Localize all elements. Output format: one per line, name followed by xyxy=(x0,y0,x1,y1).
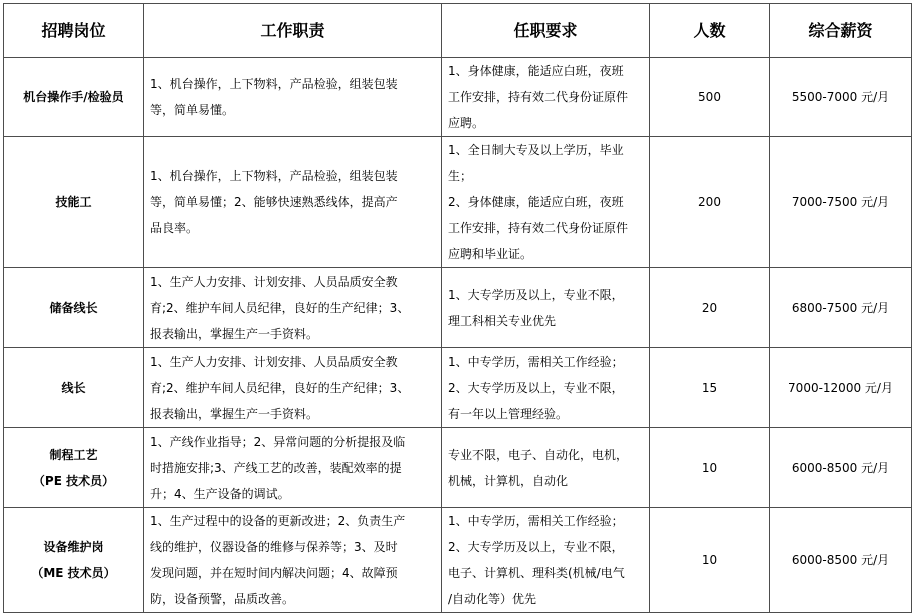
cell-line: 1、产线作业指导；2、异常问题的分析提报及临 xyxy=(150,434,406,449)
header-duties: 工作职责 xyxy=(144,4,442,58)
job-title-cell xyxy=(4,268,144,348)
salary-cell: 5500-7000 元/月 xyxy=(770,58,912,137)
cell-line: 1、中专学历，需相关工作经验； xyxy=(448,514,624,528)
cell-line: 1、机台操作，上下物料，产品检验，组装包装 xyxy=(150,77,398,91)
cell-line: 升；4、生产设备的调试。 xyxy=(150,486,290,501)
job-title-cell xyxy=(4,58,144,137)
headcount-cell: 20 xyxy=(650,268,770,348)
cell-line: 制程工艺 xyxy=(49,447,98,462)
table-row xyxy=(4,137,912,268)
requirements-cell xyxy=(442,137,650,268)
duties-cell xyxy=(144,137,442,268)
requirements-cell xyxy=(442,58,650,137)
cell-line: 储备线长 xyxy=(49,300,98,315)
cell-line: 1、中专学历，需相关工作经验； xyxy=(448,354,624,369)
job-title-cell xyxy=(4,137,144,268)
cell-line: 应聘。 xyxy=(448,116,485,130)
headcount-cell: 10 xyxy=(650,508,770,613)
cell-line: 线的维护，仪器设备的维修与保养等；3、及时 xyxy=(150,540,398,554)
cell-line: 2、大专学历及以上，专业不限， xyxy=(448,380,624,395)
cell-line: 1、生产过程中的设备的更新改进；2、负责生产 xyxy=(150,514,406,528)
job-title-cell xyxy=(4,348,144,428)
cell-line: 设备维护岗 xyxy=(43,540,104,554)
header-row xyxy=(4,4,912,58)
cell-line: 1、身体健康，能适应白班，夜班 xyxy=(448,64,624,78)
cell-line: 1、生产人力安排、计划安排、人员品质安全教 xyxy=(150,354,398,369)
cell-line: 等，简单易懂。 xyxy=(150,103,235,117)
requirements-cell xyxy=(442,348,650,428)
salary-cell: 6000-8500 元/月 xyxy=(770,508,912,613)
duties-cell xyxy=(144,508,442,613)
duties-cell xyxy=(144,428,442,508)
headcount-cell: 10 xyxy=(650,428,770,508)
salary-cell: 6800-7500 元/月 xyxy=(770,268,912,348)
job-title-cell xyxy=(4,428,144,508)
table-row xyxy=(4,268,912,348)
cell-line: 技能工 xyxy=(55,195,92,209)
cell-line: 报表输出，掌握生产一手资料。 xyxy=(150,326,319,341)
headcount-cell: 200 xyxy=(650,137,770,268)
table-row xyxy=(4,58,912,137)
cell-line: 工作安排，持有效二代身份证原件 xyxy=(448,221,629,235)
cell-line: 专业不限，电子、自动化，电机， xyxy=(448,447,629,462)
cell-line: 育;2、维护车间人员纪律，良好的生产纪律；3、 xyxy=(150,380,410,395)
salary-cell: 7000-7500 元/月 xyxy=(770,137,912,268)
cell-line: 2、身体健康，能适应白班，夜班 xyxy=(448,195,624,209)
cell-line: 发现问题，并在短时间内解决问题；4、故障预 xyxy=(150,566,398,580)
cell-line: 电子、计算机、理科类(机械/电气 xyxy=(448,566,625,580)
header-requirements: 任职要求 xyxy=(442,4,650,58)
cell-line: 品良率。 xyxy=(150,221,199,235)
requirements-cell xyxy=(442,428,650,508)
header-salary: 综合薪资 xyxy=(770,4,912,58)
cell-line: 生； xyxy=(448,169,473,183)
cell-line: 1、大专学历及以上，专业不限， xyxy=(448,287,624,302)
table-row xyxy=(4,428,912,508)
recruitment-table xyxy=(3,3,912,613)
table-row xyxy=(4,508,912,613)
salary-cell: 6000-8500 元/月 xyxy=(770,428,912,508)
cell-line: 1、全日制大专及以上学历，毕业 xyxy=(448,143,624,157)
duties-cell xyxy=(144,348,442,428)
table-row xyxy=(4,348,912,428)
cell-line: 机械，计算机，自动化 xyxy=(448,473,569,488)
cell-line: 育;2、维护车间人员纪律，良好的生产纪律；3、 xyxy=(150,300,410,315)
cell-line: 报表输出，掌握生产一手资料。 xyxy=(150,406,319,421)
headcount-cell: 15 xyxy=(650,348,770,428)
duties-cell xyxy=(144,58,442,137)
cell-line: （PE 技术员） xyxy=(32,473,115,488)
salary-cell: 7000-12000 元/月 xyxy=(770,348,912,428)
cell-line: 理工科相关专业优先 xyxy=(448,313,557,328)
header-position: 招聘岗位 xyxy=(4,4,144,58)
cell-line: 1、生产人力安排、计划安排、人员品质安全教 xyxy=(150,274,398,289)
cell-line: 等，简单易懂；2、能够快速熟悉线体，提高产 xyxy=(150,195,398,209)
cell-line: 机台操作手/检验员 xyxy=(23,90,124,104)
cell-line: 时措施安排;3、产线工艺的改善，装配效率的提 xyxy=(150,460,402,475)
cell-line: 线长 xyxy=(61,380,86,395)
duties-cell xyxy=(144,268,442,348)
cell-line: /自动化等）优先 xyxy=(448,592,537,606)
cell-line: 防，设备预警，品质改善。 xyxy=(150,592,295,606)
cell-line: 2、大专学历及以上，专业不限， xyxy=(448,540,624,554)
header-count: 人数 xyxy=(650,4,770,58)
cell-line: 工作安排，持有效二代身份证原件 xyxy=(448,90,629,104)
cell-line: 有一年以上管理经验。 xyxy=(448,406,569,421)
cell-line: 1、机台操作，上下物料，产品检验，组装包装 xyxy=(150,169,398,183)
requirements-cell xyxy=(442,268,650,348)
requirements-cell xyxy=(442,508,650,613)
headcount-cell: 500 xyxy=(650,58,770,137)
cell-line: （ME 技术员） xyxy=(31,566,116,580)
job-title-cell xyxy=(4,508,144,613)
cell-line: 应聘和毕业证。 xyxy=(448,247,533,261)
